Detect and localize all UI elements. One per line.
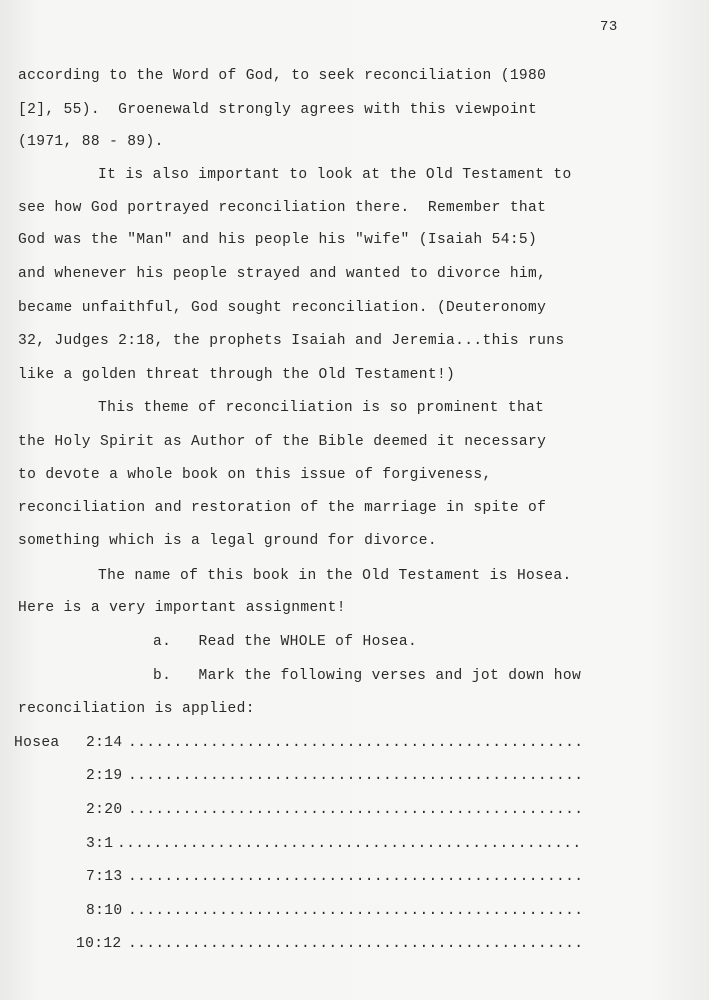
- text-line: Here is a very important assignment!: [18, 600, 346, 616]
- verse-reference: 2:19: [86, 768, 123, 784]
- text-line: 32, Judges 2:18, the prophets Isaiah and Jeremia...this runs: [18, 333, 565, 349]
- answer-blank: ..................................................: [128, 869, 584, 885]
- answer-blank: ..................................................: [128, 735, 584, 751]
- page-number: 73: [600, 19, 618, 35]
- text-line: like a golden threat through the Old Testament!): [18, 367, 456, 383]
- text-line: The name of this book in the Old Testament is Hosea.: [98, 568, 572, 584]
- verse-reference: 10:12: [76, 936, 122, 952]
- text-line: to devote a whole book on this issue of forgiveness,: [18, 467, 492, 483]
- answer-blank: ..................................................: [128, 768, 584, 784]
- text-line: It is also important to look at the Old Testament to: [98, 167, 572, 183]
- verse-reference: 2:20: [86, 802, 123, 818]
- text-line: reconciliation and restoration of the marriage in spite of: [18, 500, 547, 516]
- text-line: This theme of reconciliation is so prominent that: [98, 400, 545, 416]
- verse-reference: 8:10: [86, 903, 123, 919]
- verse-reference: 7:13: [86, 869, 123, 885]
- text-line: according to the Word of God, to seek reconciliation (1980: [18, 68, 547, 84]
- text-line: the Holy Spirit as Author of the Bible deemed it necessary: [18, 434, 547, 450]
- answer-blank: ..................................................: [128, 903, 584, 919]
- verse-reference: 2:14: [86, 735, 123, 751]
- text-line: and whenever his people strayed and wanted to divorce him,: [18, 266, 547, 282]
- text-line: became unfaithful, God sought reconciliation. (Deuteronomy: [18, 300, 547, 316]
- answer-blank: ..................................................: [128, 936, 584, 952]
- assignment-item-a: a. Read the WHOLE of Hosea.: [153, 634, 418, 650]
- verse-reference: 3:1: [86, 836, 114, 852]
- assignment-item-b-continued: reconciliation is applied:: [18, 701, 255, 717]
- text-line: [2], 55). Groenewald strongly agrees with this viewpoint: [18, 102, 538, 118]
- assignment-item-b: b. Mark the following verses and jot down how: [153, 668, 582, 684]
- text-line: see how God portrayed reconciliation there. Remember that: [18, 200, 547, 216]
- answer-blank: ..................................................: [128, 802, 584, 818]
- text-line: God was the "Man" and his people his "wife" (Isaiah 54:5): [18, 232, 538, 248]
- text-line: (1971, 88 - 89).: [18, 134, 164, 150]
- text-line: something which is a legal ground for divorce.: [18, 533, 437, 549]
- book-label: Hosea: [14, 735, 60, 751]
- answer-blank: ...................................................: [117, 836, 582, 852]
